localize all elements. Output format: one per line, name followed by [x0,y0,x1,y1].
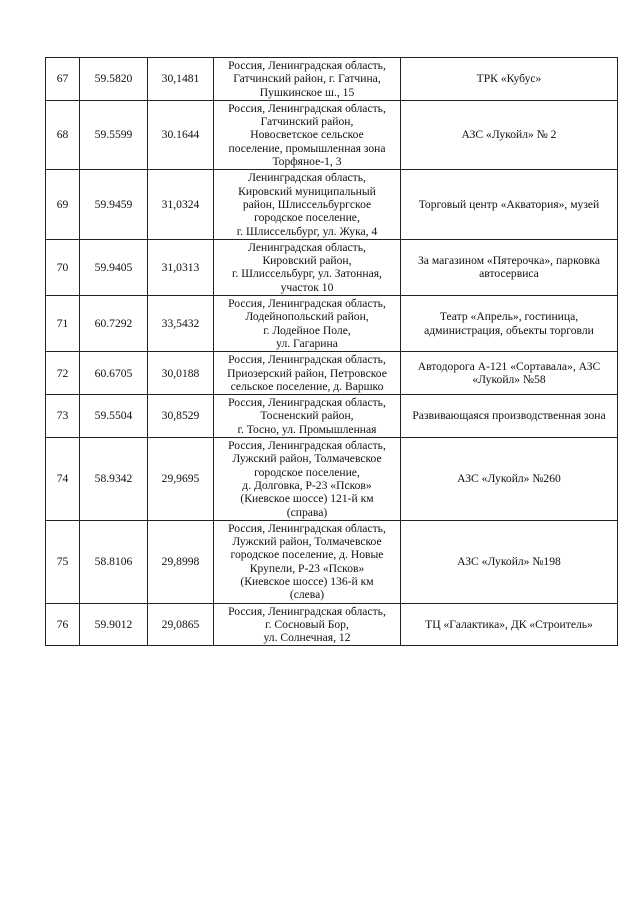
table-row [46,170,618,239]
table-row [46,520,618,603]
table-row [46,438,618,521]
address-line: Россия, Ленинградская область, [228,353,386,367]
object-description: Автодорога А-121 «Сортавала», АЗС «Лукойл» №58 [401,352,618,395]
latitude: 60.6705 [80,352,148,395]
latitude: 58.9342 [80,438,148,521]
row-number: 74 [46,438,80,521]
longitude: 30,0188 [148,352,214,395]
longitude: 33,5432 [148,296,214,352]
row-number: 76 [46,603,80,646]
longitude: 29,9695 [148,438,214,521]
row-number: 67 [46,58,80,101]
address [214,296,401,352]
address-line: г. Сосновый Бор, [265,617,349,631]
address-line: участок 10 [280,280,334,294]
object-description: АЗС «Лукойл» №260 [401,438,618,521]
latitude: 59.9459 [80,170,148,239]
table-row [46,296,618,352]
address-line: Ленинградская область, [248,171,366,185]
object-description: За магазином «Пятерочка», парковка автосервиса [401,239,618,295]
object-description: ТЦ «Галактика», ДК «Строитель» [401,603,618,646]
row-number: 69 [46,170,80,239]
address-line: Лодейнопольский район, [245,310,369,324]
address-line: г. Шлиссельбург, ул. Жука, 4 [236,224,378,238]
address-line: Кировский муниципальный [238,184,376,198]
address-line: Кировский район, [262,254,352,268]
latitude: 59.5504 [80,395,148,438]
address-line: поселение, промышленная зона [228,141,386,155]
object-description: Развивающаяся производственная зона [401,395,618,438]
address-line: Россия, Ленинградская область, [228,521,386,535]
address-line: (Киевское шоссе) 136-й км [240,574,374,588]
address-line: Россия, Ленинградская область, [228,604,386,618]
address-line: Пушкинское ш., 15 [259,85,355,99]
latitude: 59.9012 [80,603,148,646]
address-line: д. Долговка, Р-23 «Псков» [242,478,372,492]
latitude: 59.9405 [80,239,148,295]
address-line: сельское поселение, д. Варшко [230,379,384,393]
table-row [46,239,618,295]
table-body [46,58,618,646]
longitude: 31,0324 [148,170,214,239]
address-line: (справа) [286,505,328,519]
table-row [46,603,618,646]
row-number: 73 [46,395,80,438]
address-line: Россия, Ленинградская область, [228,439,386,453]
address-line: (слева) [289,588,325,602]
address-line: Россия, Ленинградская область, [228,297,386,311]
address-line: городское поселение, [254,465,360,479]
address-line: Приозерский район, Петровское [227,366,387,380]
object-description: ТРК «Кубус» [401,58,618,101]
locations-table [45,57,618,646]
table-row [46,395,618,438]
address-line: (Киевское шоссе) 121-й км [240,492,374,506]
address-line: ул. Гагарина [276,336,338,350]
address-line: Россия, Ленинградская область, [228,396,386,410]
address [214,239,401,295]
address-line: Ленинградская область, [248,240,366,254]
object-description: Театр «Апрель», гостиница, администрация, объекты торговли [401,296,618,352]
row-number: 75 [46,520,80,603]
address-line: Гатчинский район, г. Гатчина, [233,72,381,86]
table-row [46,352,618,395]
longitude: 30.1644 [148,100,214,169]
address-line: Тосненский район, [260,409,354,423]
longitude: 29,0865 [148,603,214,646]
row-number: 70 [46,239,80,295]
address-line: городское поселение, [254,211,360,225]
address-line: Лужский район, Толмачевское [232,535,382,549]
latitude: 59.5599 [80,100,148,169]
address [214,395,401,438]
address-line: городское поселение, д. Новые [230,548,384,562]
address-line: г. Лодейное Поле, [263,323,351,337]
latitude: 58.8106 [80,520,148,603]
address-line: г. Тосно, ул. Промышленная [237,422,377,436]
longitude: 30,8529 [148,395,214,438]
row-number: 68 [46,100,80,169]
table-row [46,58,618,101]
address-line: Россия, Ленинградская область, [228,59,386,72]
address-line: Россия, Ленинградская область, [228,101,386,115]
latitude: 59.5820 [80,58,148,101]
address-line: Торфяное-1, 3 [272,155,342,169]
address [214,603,401,646]
address-line: район, Шлиссельбургское [242,197,372,211]
object-description: Торговый центр «Акватория», музей [401,170,618,239]
address-line: Гатчинский район, [260,115,354,129]
address [214,352,401,395]
address [214,520,401,603]
longitude: 30,1481 [148,58,214,101]
address [214,438,401,521]
address [214,100,401,169]
address-line: Крупели, Р-23 «Псков» [249,561,365,575]
address-line: Лужский район, Толмачевское [232,452,382,466]
row-number: 71 [46,296,80,352]
row-number: 72 [46,352,80,395]
object-description: АЗС «Лукойл» №198 [401,520,618,603]
object-description: АЗС «Лукойл» № 2 [401,100,618,169]
address-line: Новосветское сельское [250,128,364,142]
address-line: г. Шлиссельбург, ул. Затонная, [232,267,382,281]
address [214,58,401,101]
table-row [46,100,618,169]
latitude: 60.7292 [80,296,148,352]
longitude: 29,8998 [148,520,214,603]
address-line: ул. Солнечная, 12 [263,631,351,645]
address [214,170,401,239]
longitude: 31,0313 [148,239,214,295]
